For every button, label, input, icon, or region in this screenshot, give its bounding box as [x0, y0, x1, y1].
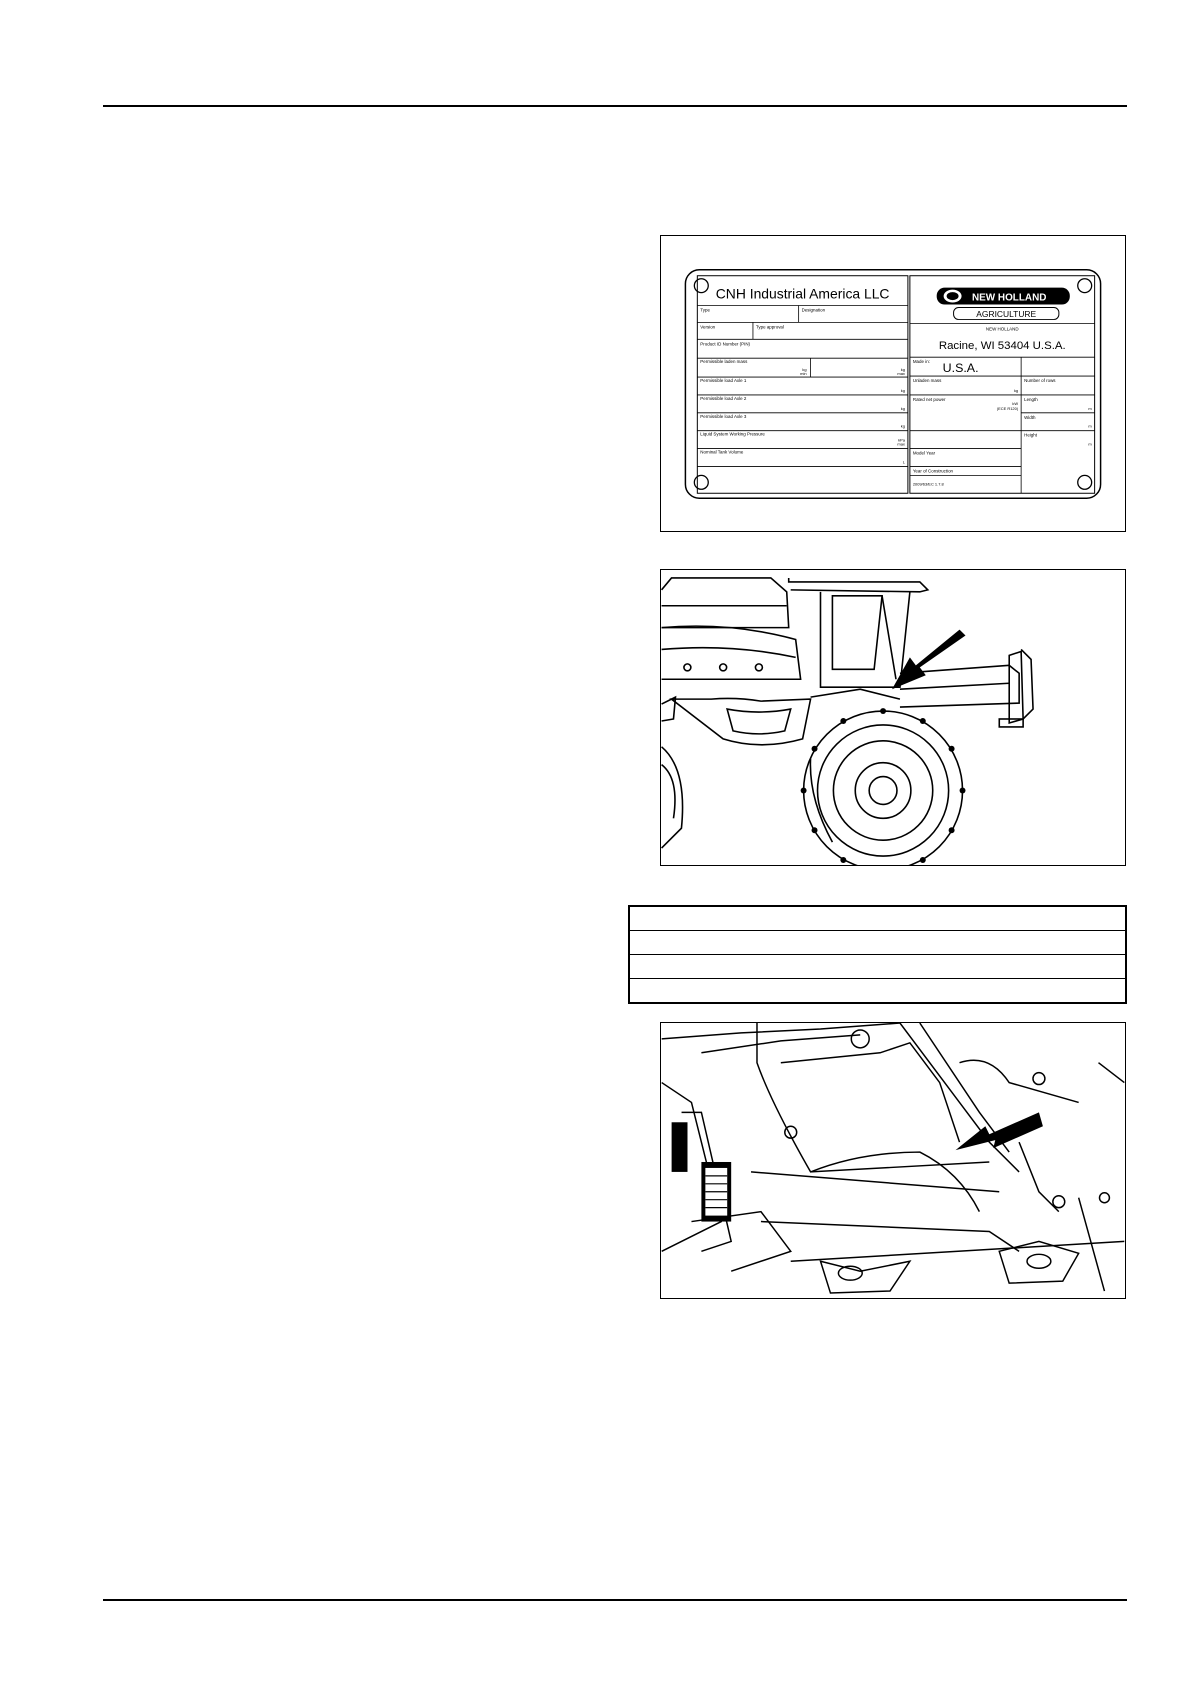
plate-unit-kpa-max: max [897, 441, 905, 447]
plate-unit-width: m [1088, 423, 1092, 429]
plate-label-designation: Designation [801, 307, 826, 313]
plate-label-width: Width [1024, 414, 1036, 420]
table-row [629, 906, 1126, 931]
serial-info-table [628, 905, 1127, 1004]
table-cell [629, 906, 1126, 931]
table-row [629, 955, 1126, 979]
plate-address: Racine, WI 53404 U.S.A. [938, 340, 1066, 353]
sprayer-side-view-illustration [661, 570, 1125, 865]
plate-brand: NEW HOLLAND [972, 292, 1047, 304]
header-rule [103, 105, 1127, 107]
plate-label-length: Length [1024, 396, 1038, 402]
plate-label-rated-power: Rated net power [912, 396, 946, 402]
plate-unit-min: min [800, 371, 807, 377]
footer-rule [103, 1599, 1127, 1601]
plate-label-axle-1: Permissible load Axle 1 [700, 378, 747, 384]
plate-label-tank-volume: Nominal Tank Volume [700, 449, 744, 455]
plate-made-in-value: U.S.A. [942, 361, 979, 376]
plate-label-pressure: Liquid System Working Pressure [700, 431, 765, 437]
plate-directive: 2009/63/EC 1.7.8 [912, 481, 944, 487]
plate-unit-unladen: kg [1013, 387, 1019, 393]
plate-label-axle-2: Permissible load Axle 2 [700, 395, 747, 401]
plate-unit-height: m [1088, 441, 1092, 447]
plate-unit-kw: kW [1012, 400, 1019, 406]
plate-label-axle-3: Permissible load Axle 3 [700, 413, 747, 419]
plate-label-made-in: Made in: [912, 359, 930, 365]
plate-unit-kg-max: kg [900, 367, 905, 373]
table-row [629, 979, 1126, 1004]
plate-unit-axle-1: kg [900, 387, 905, 393]
plate-unit-axle-3: kg [900, 423, 905, 429]
plate-unit-kpa: kPa [898, 437, 905, 443]
plate-label-height: Height [1024, 432, 1037, 438]
table-row [629, 931, 1126, 955]
location-arrow-icon [956, 1112, 1043, 1150]
table-cell [629, 979, 1126, 1004]
machine-location-figure [660, 569, 1126, 866]
plate-rated-note: (ECE R120) [996, 405, 1019, 411]
plate-label-model-year: Model Year [912, 450, 936, 456]
tank-location-figure [660, 1022, 1126, 1299]
plate-label-year-construction: Year of Construction [912, 468, 954, 474]
harness-block [672, 1122, 688, 1172]
plate-label-unladen-mass: Unladen mass [912, 378, 942, 384]
plate-unit-length: m [1088, 405, 1092, 411]
tank-area-illustration [661, 1023, 1125, 1298]
plate-label-laden-mass: Permissible laden mass [700, 359, 748, 365]
plate-label-rows: Number of rows [1024, 378, 1056, 384]
serial-plate-figure [660, 235, 1126, 532]
plate-label-type: Type [700, 307, 710, 313]
plate-label-type-approval: Type approval [755, 324, 784, 330]
plate-unit-litres: L [902, 459, 905, 465]
plate-brand-small: NEW HOLLAND [985, 326, 1019, 332]
plate-label-version: Version [700, 324, 716, 330]
plate-unit-kg-min: kg [802, 367, 807, 373]
plate-unit-max: max [897, 371, 905, 377]
table-cell [629, 931, 1126, 955]
table-cell [629, 955, 1126, 979]
plate-label-pin: Product ID Number (PIN) [700, 341, 751, 347]
plate-company: CNH Industrial America LLC [715, 285, 890, 302]
plate-unit-axle-2: kg [900, 405, 905, 411]
plate-brand-sub: AGRICULTURE [976, 308, 1037, 319]
serial-plate-illustration [661, 236, 1125, 531]
